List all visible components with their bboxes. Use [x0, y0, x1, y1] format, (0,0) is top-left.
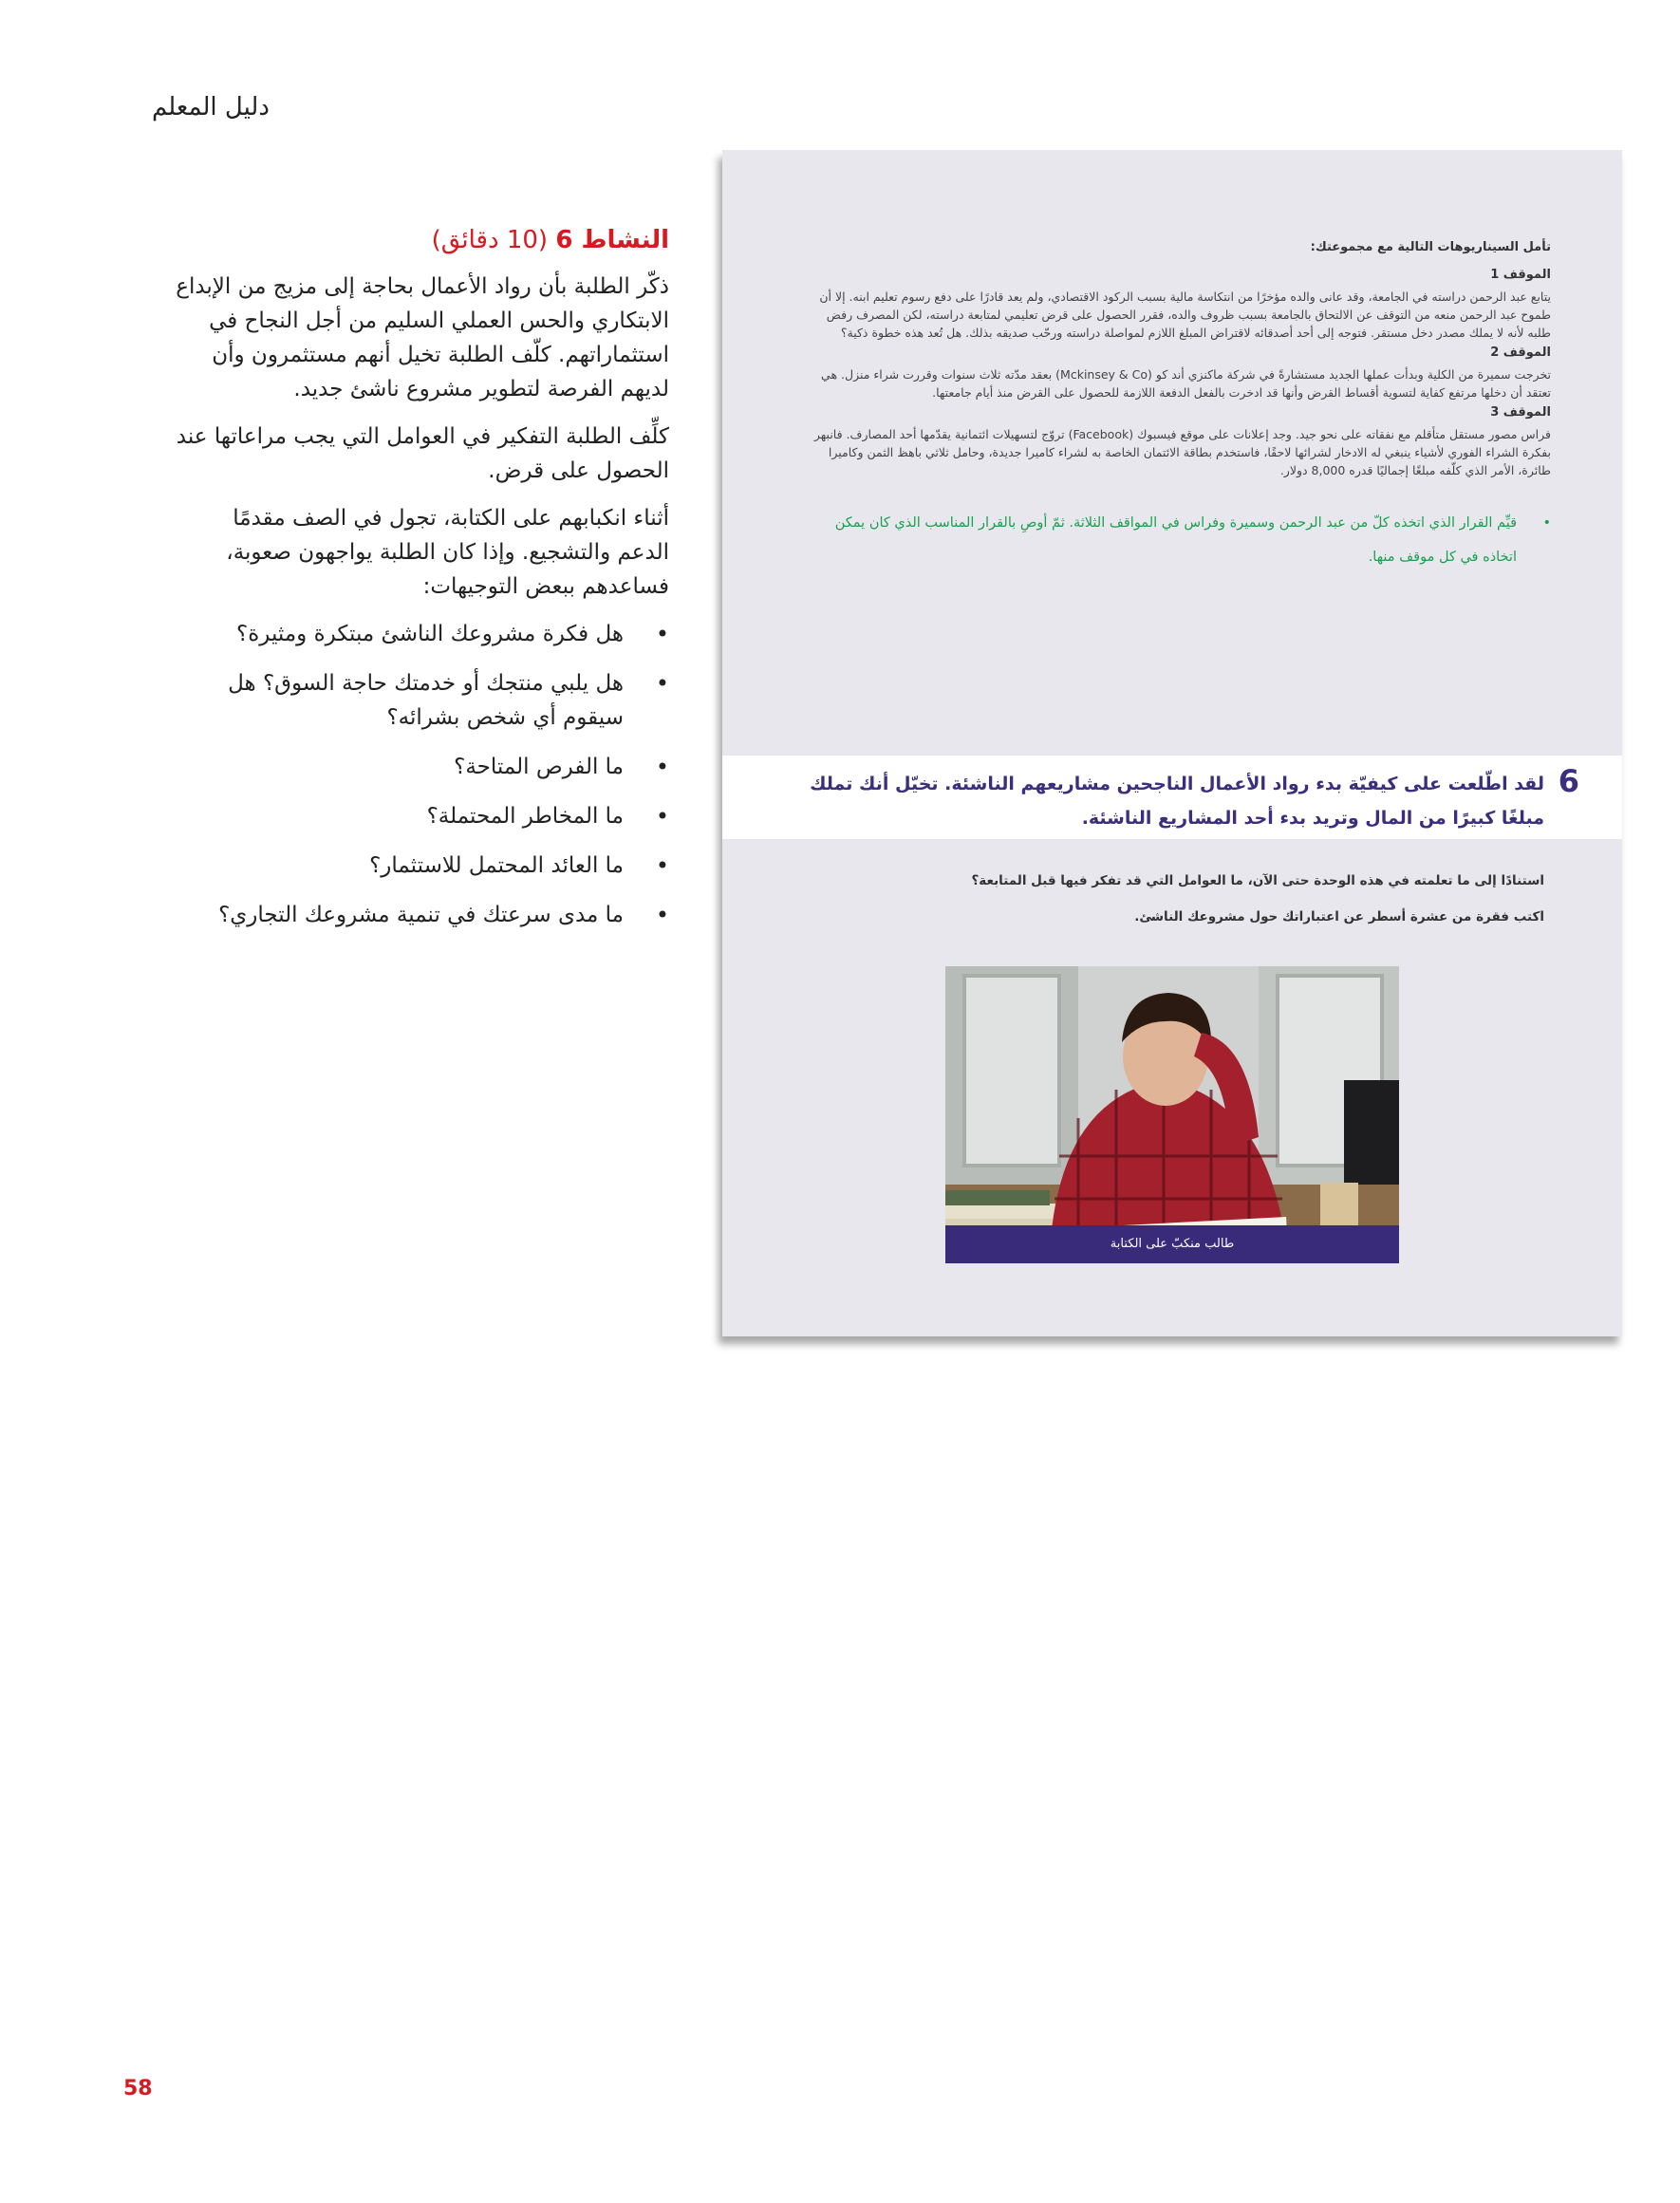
- question-text: لقد اطّلعت على كيفيّة بدء رواد الأعمال الناجحين مشاريعهم الناشئة. تخيّل أنك تملك مبلغًا كبيرًا من المال وتريد بدء أحد المشاريع الناشئة.: [810, 774, 1544, 829]
- teacher-paragraph-2: كلِّف الطلبة التفكير في العوامل التي يجب مراعاتها عند الحصول على قرض.: [176, 424, 669, 483]
- guiding-question: • ما المخاطر المحتملة؟: [176, 799, 669, 833]
- scenario-body: تخرجت سميرة من الكلية وبدأت عملها الجديد مستشارةً في شركة ماكنزي أند كو (Mckinsey & Co) بعقد مدّته ثلاث سنوات وقررت شراء منزل. هي تعتقد أن دخلها مرتفع كفاية لتسوية أقساط القرض وأنها قد ادخرت بالفعل الدفعة اللازمة للحصول على القرض منذ أيام جامعتها.: [821, 367, 1551, 400]
- scenario-body: فراس مصور مستقل متأقلم مع نفقاته على نحو جيد. وجد إعلانات على موقع فيسبوك (Facebook) تروّج لتسهيلات ائتمانية يقدّمها أحد المصارف. فانبهر بفكرة الشراء الفوري لأشياء ينبغي له الادخار لشرائها لاحقًا، فاستخدم بطاقة الائتمان الخاصة به لشراء كاميرا جديدة، وحامل ثلاثي باهظ الثمن وكاميرا طائرة، الأمر الذي كلّفه مبلغًا إجماليًا قدره 8,000 دولار.: [813, 427, 1551, 477]
- question-band: [722, 756, 1622, 839]
- guiding-question: • ما العائد المحتمل للاستثمار؟: [176, 849, 669, 883]
- scenario-body: يتابع عبد الرحمن دراسته في الجامعة، وقد عانى والده مؤخرًا من انتكاسة مالية بسبب الركود الاقتصادي، ولم يعد قادرًا على دفع رسوم تعليم ابنه. إلا أن طموح عبد الرحمن منعه من التوقف عن الالتحاق بالجامعة بسبب ظروف والده، فقرر الحصول على قرض تعليمي لمتابعة دراسته، لكن المصرف رفض طلبه لأنه لا يملك مصدر دخل مستقر. فتوجه إلى أحد أصدقائه لاقتراض المبلغ اللازم لمواصلة دراسته ورحّب صديقه بذلك. هل تُعد هذه خطوة ذكية؟: [819, 289, 1551, 340]
- scenario-title: الموقف 1: [1490, 268, 1551, 282]
- activity-heading-duration: (10 دقائق): [431, 226, 556, 254]
- scenario-title: الموقف 3: [1490, 405, 1551, 420]
- photo-illustration: [945, 966, 1399, 1263]
- guiding-question: • ما الفرص المتاحة؟: [176, 750, 669, 784]
- photo-caption: طالب منكبّ على الكتابة: [945, 1225, 1399, 1263]
- guiding-question: • هل يلبي منتجك أو خدمتك حاجة السوق؟ هل سيقوم أي شخص بشرائه؟: [176, 666, 669, 735]
- scenarios-intro: تأمل السيناريوهات التالية مع مجموعتك:: [1310, 240, 1551, 254]
- guiding-question: • هل فكرة مشروعك الناشئ مبتكرة ومثيرة؟: [176, 617, 669, 651]
- question-number: 6: [1558, 763, 1579, 799]
- page-number: 58: [123, 2077, 153, 2100]
- evaluation-task: • قيِّم القرار الذي اتخذه كلّ من عبد الرحمن وسميرة وفراس في المواقف الثلاثة. ثمّ أوصِ بالقرار المناسب الذي كان يمكن اتخاذه في كل موقف منها.: [812, 506, 1551, 574]
- question-sub-prompt-2: اكتب فقرة من عشرة أسطر عن اعتباراتك حول مشروعك الناشئ.: [1134, 909, 1544, 924]
- student-book-page: [722, 150, 1622, 1336]
- scenarios-section: [812, 240, 1551, 574]
- guide-title: دليل المعلم: [152, 93, 270, 121]
- student-writing-photo: [945, 966, 1399, 1263]
- activity-heading-bold: النشاط 6: [555, 226, 669, 254]
- guiding-question: • ما مدى سرعتك في تنمية مشروعك التجاري؟: [176, 898, 669, 932]
- activity-heading: [176, 226, 669, 254]
- guiding-questions-list: [176, 617, 669, 932]
- teacher-notes: [176, 226, 669, 947]
- scenario-title: الموقف 2: [1490, 345, 1551, 360]
- question-sub-prompt-1: استنادًا إلى ما تعلمته في هذه الوحدة حتى الآن، ما العوامل التي قد تفكر فيها قبل المتابعة؟: [971, 873, 1544, 888]
- teacher-paragraph-1: ذكّر الطلبة بأن رواد الأعمال بحاجة إلى مزيج من الإبداع الابتكاري والحس العملي السليم من أجل النجاح في استثماراتهم. كلّف الطلبة تخيل أنهم مستثمرون وأن لديهم الفرصة لتطوير مشروع ناشئ جديد.: [176, 274, 669, 401]
- teacher-paragraph-3: أثناء انكبابهم على الكتابة، تجول في الصف مقدمًا الدعم والتشجيع. وإذا كان الطلبة يواجهون صعوبة، فساعدهم ببعض التوجيهات:: [226, 506, 669, 599]
